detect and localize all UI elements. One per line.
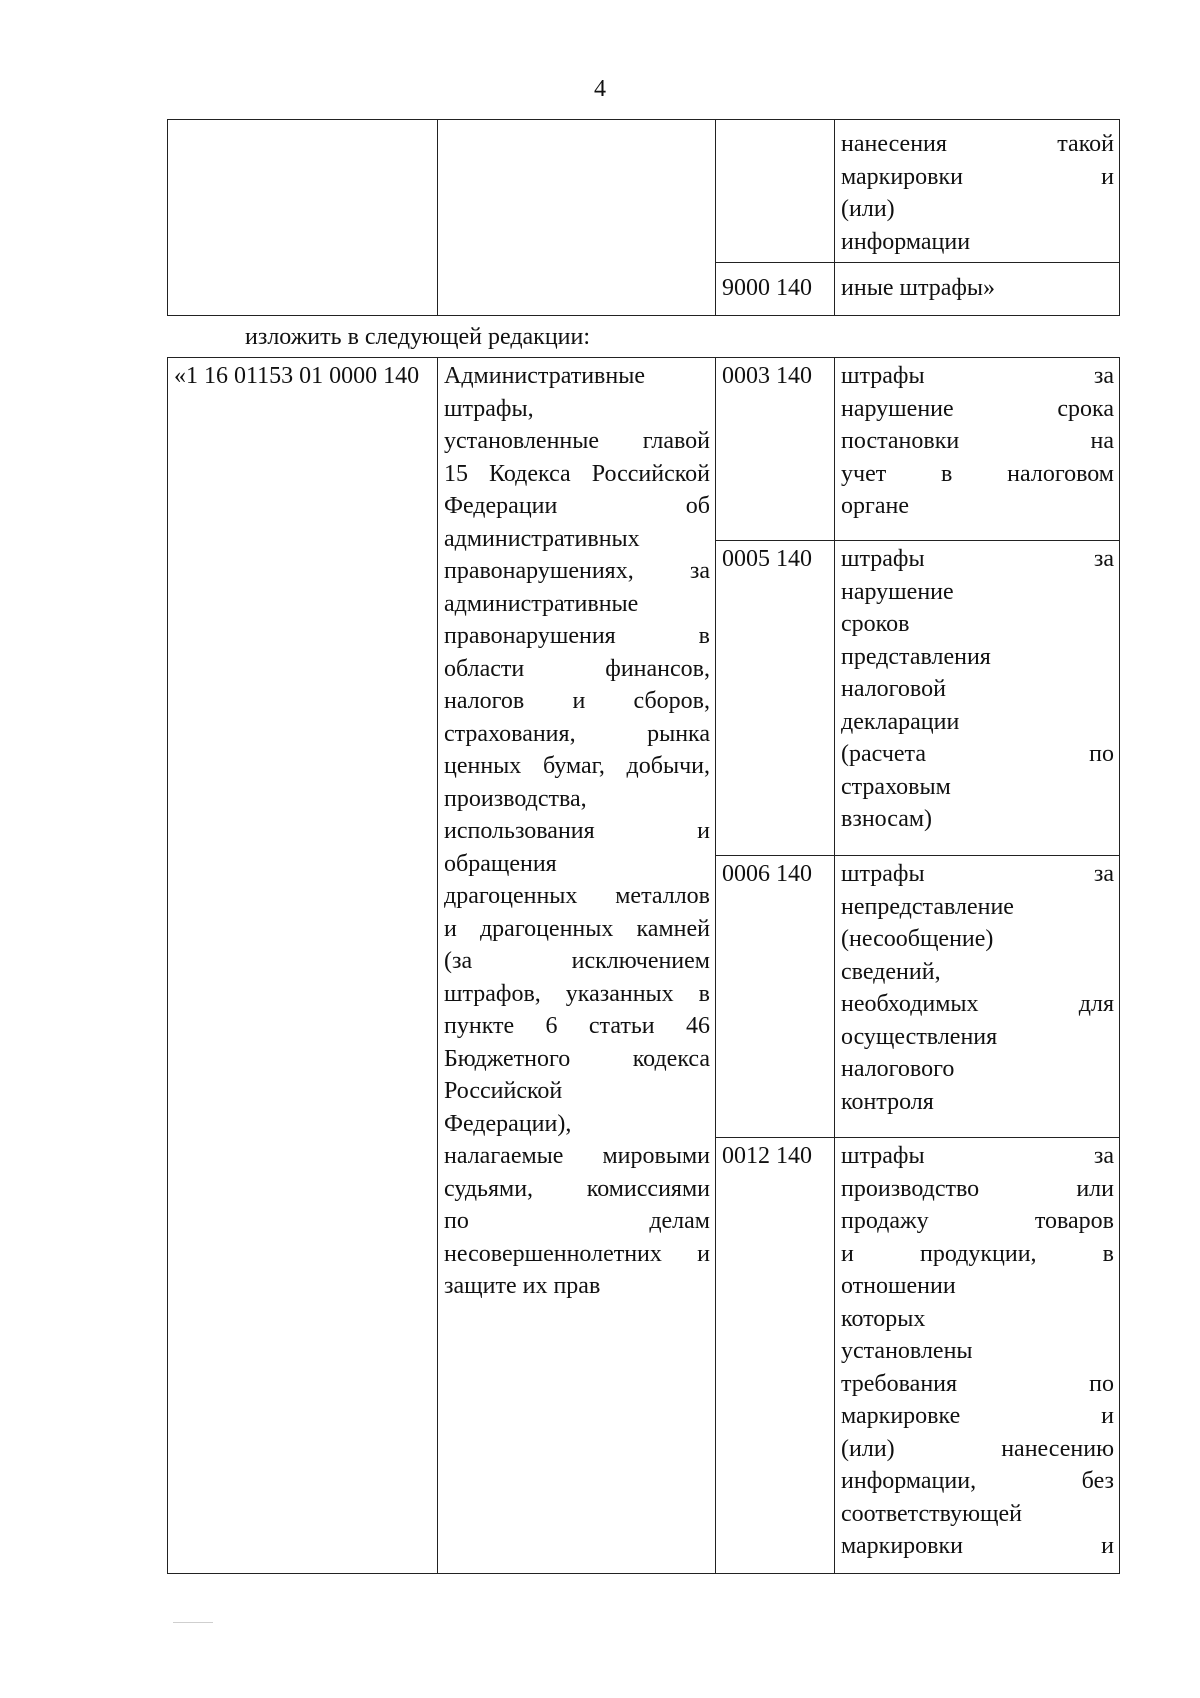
text-line: органе xyxy=(841,493,909,519)
text-line: производства, xyxy=(444,785,587,812)
text-line: (несообщение) xyxy=(841,926,994,952)
intro-text: изложить в следующей редакции: xyxy=(245,324,591,350)
description-cell xyxy=(835,1138,1120,1574)
text-line: информации, без xyxy=(841,1468,1114,1494)
main-table xyxy=(167,357,1120,1574)
continued-description-cell xyxy=(835,120,1120,263)
text-line: необходимых для xyxy=(841,991,1114,1017)
text-line: по делам xyxy=(444,1208,710,1234)
text-line: страхования, рынка xyxy=(444,720,710,747)
text-line: требования по xyxy=(841,1370,1114,1397)
description-cell xyxy=(835,358,1120,541)
text-line: штрафы за xyxy=(841,861,1114,887)
text-line: декларации xyxy=(841,708,960,735)
text-line: маркировки и xyxy=(841,1533,1114,1559)
text-line: взносам) xyxy=(841,806,933,832)
text-line: постановки на xyxy=(841,428,1114,454)
text-line: информации xyxy=(841,228,971,255)
code-cell: 9000 140 xyxy=(716,263,835,316)
text-line: которых xyxy=(841,1305,926,1332)
empty-cell xyxy=(438,120,716,316)
description-cell xyxy=(835,856,1120,1138)
text-line: защите их прав xyxy=(444,1273,601,1299)
text-line: налогов и сборов, xyxy=(444,688,710,714)
text-line: несовершеннолетних и xyxy=(444,1240,710,1267)
text-line: учет в налоговом xyxy=(841,460,1114,487)
text-line: нанесения такой xyxy=(841,131,1114,157)
text-line: осуществления xyxy=(841,1023,998,1050)
text-line: нарушение срока xyxy=(841,395,1114,422)
text-line: представления xyxy=(841,643,991,670)
text-line: налогового xyxy=(841,1056,955,1082)
text-line: штрафы, xyxy=(444,395,534,422)
text-line: (расчета по xyxy=(841,741,1114,767)
text-line: маркировке и xyxy=(841,1403,1114,1429)
scan-artifact xyxy=(173,1622,213,1623)
text-line: маркировки и xyxy=(841,163,1114,190)
text-line: нарушение xyxy=(841,578,954,605)
text-line: драгоценных металлов xyxy=(444,883,710,909)
text-line: судьями, комиссиями xyxy=(444,1175,710,1202)
text-line: Административные xyxy=(444,363,646,389)
text-line: и продукции, в xyxy=(841,1240,1114,1267)
text-line: административных xyxy=(444,525,640,552)
text-line: пункте 6 статьи 46 xyxy=(444,1013,710,1039)
text-line: непредставление xyxy=(841,893,1014,920)
text-line: ценных бумаг, добычи, xyxy=(444,753,710,779)
text-line: отношении xyxy=(841,1273,956,1299)
text-line: Российской xyxy=(444,1078,563,1104)
text-line: штрафы за xyxy=(841,546,1114,572)
code-cell: 0005 140 xyxy=(716,541,835,856)
text-line: соответствующей xyxy=(841,1500,1023,1527)
text-line: области финансов, xyxy=(444,655,710,682)
text-line: обращения xyxy=(444,850,557,877)
text-line: правонарушения в xyxy=(444,623,710,649)
text-line: налоговой xyxy=(841,676,946,702)
page-number: 4 xyxy=(594,76,606,102)
description-cell xyxy=(835,541,1120,856)
text-line: налагаемые мировыми xyxy=(444,1143,710,1169)
text-line: производство или xyxy=(841,1175,1114,1202)
empty-cell xyxy=(716,120,835,263)
table-row xyxy=(168,120,1120,263)
text-line: и драгоценных камней xyxy=(444,915,710,942)
code-cell: 0003 140 xyxy=(716,358,835,541)
text-line: (за исключением xyxy=(444,948,710,974)
text-line: страховым xyxy=(841,773,951,800)
text-line: штрафы за xyxy=(841,363,1114,389)
empty-cell xyxy=(168,120,438,316)
text-line: использования и xyxy=(444,818,710,844)
group-description-cell xyxy=(438,358,716,1574)
text-line: 15 Кодекса Российской xyxy=(444,460,710,487)
text-line: Бюджетного кодекса xyxy=(444,1045,710,1072)
text-line: штрафы за xyxy=(841,1143,1114,1169)
text-line: правонарушениях, за xyxy=(444,558,710,584)
continuation-table xyxy=(167,119,1120,316)
code-cell: 0012 140 xyxy=(716,1138,835,1574)
table-row xyxy=(168,358,1120,541)
text-line: сроков xyxy=(841,611,910,637)
text-line: сведений, xyxy=(841,958,941,985)
text-line: (или) нанесению xyxy=(841,1435,1114,1462)
text-line: установленные главой xyxy=(444,428,710,454)
text-line: Федерации), xyxy=(444,1110,572,1137)
text-line: штрафов, указанных в xyxy=(444,980,710,1007)
text-line: контроля xyxy=(841,1088,934,1115)
kbk-code-cell: «1 16 01153 01 0000 140 xyxy=(168,358,438,1574)
text-line: установлены xyxy=(841,1338,973,1364)
text-line: административные xyxy=(444,590,639,617)
text-line: (или) xyxy=(841,196,895,222)
code-cell: 0006 140 xyxy=(716,856,835,1138)
text-line: продажу товаров xyxy=(841,1208,1114,1234)
text-line: Федерации об xyxy=(444,493,710,519)
description-cell: иные штрафы» xyxy=(835,263,1120,316)
